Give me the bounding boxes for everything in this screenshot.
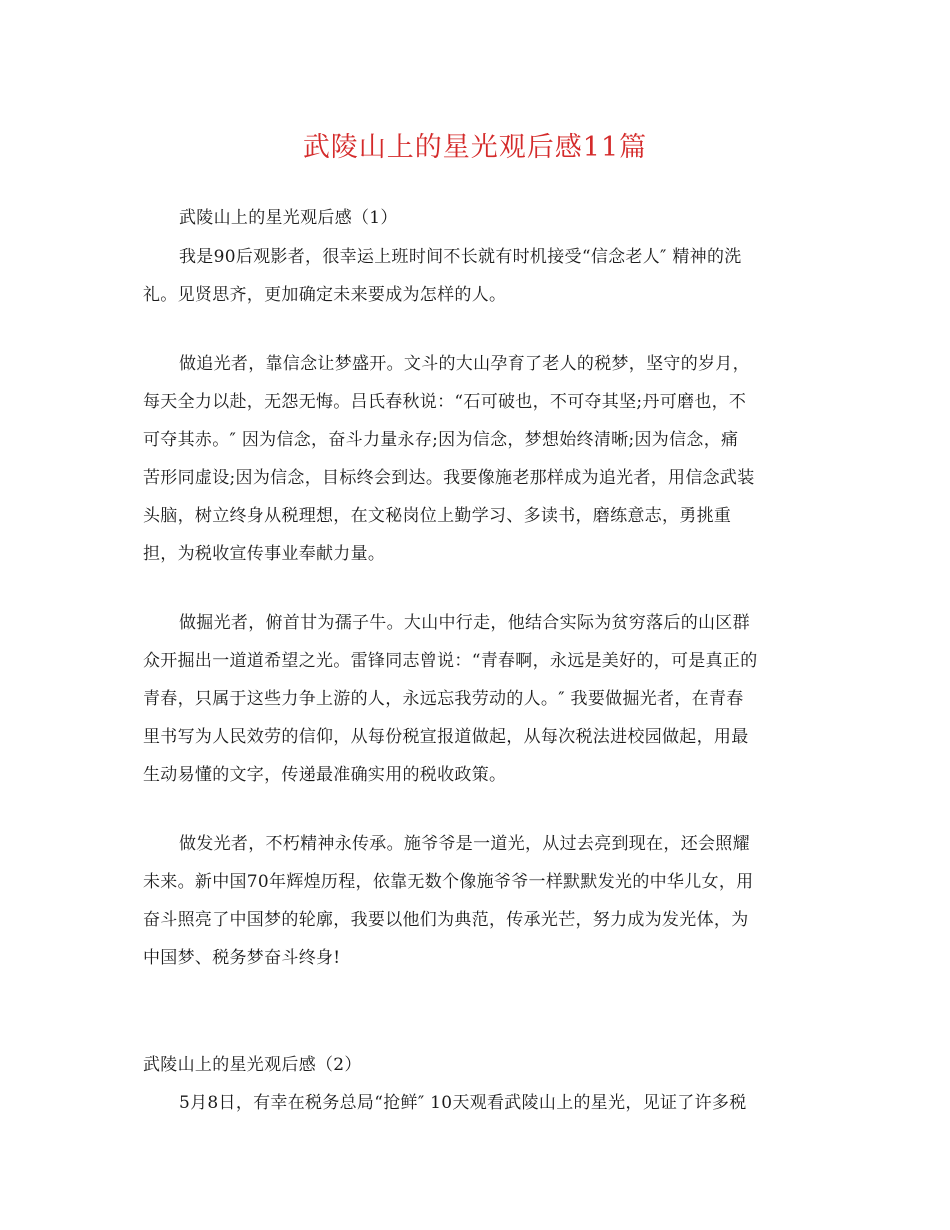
paragraph-line: 里书写为人民效劳的信仰，从每份税宣报道做起，从每次税法进校园做起，用最 xyxy=(143,727,749,747)
paragraph-line: 我是90后观影者，很幸运上班时间不长就有时机接受“信念老人″ 精神的洗 xyxy=(179,247,742,267)
paragraph-line: 未来。新中国70年辉煌历程，依靠无数个像施爷爷一样默默发光的中华儿女，用 xyxy=(143,872,754,892)
paragraph-line: 众开掘出一道道希望之光。雷锋同志曾说：“青春啊，永远是美好的，可是真正的 xyxy=(143,651,758,671)
paragraph-line: 担，为税收宣传事业奉献力量。 xyxy=(143,544,386,564)
paragraph-line: 做追光者，靠信念让梦盛开。文斗的大山孕育了老人的税梦，坚守的岁月， xyxy=(179,354,750,374)
paragraph-line: 中国梦、税务梦奋斗终身! xyxy=(143,948,341,968)
section-heading: 武陵山上的星光观后感（2） xyxy=(143,1055,362,1075)
document-title: 武陵山上的星光观后感11篇 xyxy=(302,132,648,163)
paragraph-line: 头脑，树立终身从税理想，在文秘岗位上勤学习、多读书，磨练意志，勇挑重 xyxy=(143,506,732,526)
paragraph-line: 每天全力以赴，无怨无悔。吕氏春秋说：“石可破也，不可夺其坚;丹可磨也，不 xyxy=(143,392,747,412)
paragraph-line: 青春，只属于这些力争上游的人，永远忘我劳动的人。″ 我要做掘光者，在青春 xyxy=(143,689,744,709)
paragraph-line: 礼。见贤思齐，更加确定未来要成为怎样的人。 xyxy=(143,285,507,305)
paragraph-line: 奋斗照亮了中国梦的轮廓，我要以他们为典范，传承光芒，努力成为发光体，为 xyxy=(143,910,749,930)
paragraph-line: 5月8日，有幸在税务总局“抢鲜″ 10天观看武陵山上的星光，见证了许多税 xyxy=(179,1093,747,1113)
paragraph-line: 做掘光者，俯首甘为孺子牛。大山中行走，他结合实际为贫穷落后的山区群 xyxy=(179,613,750,633)
section-heading: 武陵山上的星光观后感（1） xyxy=(179,208,398,228)
paragraph-line: 苦形同虚设;因为信念，目标终会到达。我要像施老那样成为追光者，用信念武装 xyxy=(143,468,755,488)
paragraph-line: 做发光者，不朽精神永传承。施爷爷是一道光，从过去亮到现在，还会照耀 xyxy=(179,834,750,854)
paragraph-line: 可夺其赤。″ 因为信念，奋斗力量永存;因为信念，梦想始终清晰;因为信念，痛 xyxy=(143,430,739,450)
paragraph-line: 生动易懂的文字，传递最准确实用的税收政策。 xyxy=(143,765,507,785)
